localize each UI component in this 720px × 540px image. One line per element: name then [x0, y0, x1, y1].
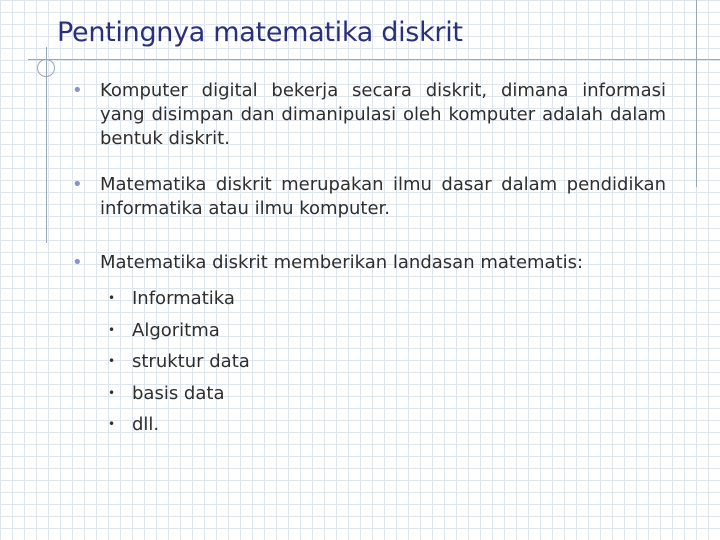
bullet-text: Komputer digital bekerja secara diskrit, dimana informasi yang disimpan dan dimanipulasi oleh komputer adalah dalam bentuk diskrit. — [100, 80, 666, 149]
sub-item-text: dll. — [132, 414, 160, 435]
sub-item-text: basis data — [132, 382, 225, 404]
bullet-item — [72, 251, 666, 275]
sub-bullet-icon: • — [108, 322, 116, 337]
sub-bullet-icon: • — [108, 417, 116, 431]
sub-list-item — [108, 378, 666, 410]
bullet-text: Matematika diskrit merupakan ilmu dasar dalam pendidikan informatika atau ilmu komputer. — [100, 174, 666, 219]
sub-item-text: Informatika — [132, 288, 235, 309]
right-vertical-rule — [696, 0, 697, 187]
bullet-dot-icon: • — [72, 174, 83, 195]
title-underline-rule — [28, 59, 720, 60]
bullet-dot-icon: • — [72, 252, 83, 273]
bullet-item — [72, 173, 666, 221]
sub-bullet-icon: • — [108, 354, 116, 368]
bullet-item — [72, 79, 666, 151]
sub-item-text: Algoritma — [132, 319, 220, 341]
sub-list-item — [108, 283, 666, 315]
sub-item-text: struktur data — [132, 351, 250, 372]
sub-bullet-list — [72, 283, 666, 441]
sub-list-item — [108, 409, 666, 441]
slide-title: Pentingnya matematika diskrit — [57, 17, 463, 48]
bullet-text: Matematika diskrit memberikan landasan matematis: — [100, 252, 584, 273]
sub-bullet-icon: • — [108, 385, 116, 400]
sub-bullet-icon: • — [108, 291, 116, 305]
sub-list-item — [108, 346, 666, 378]
sub-list-item — [108, 315, 666, 347]
corner-circle-decoration — [37, 59, 55, 77]
bullet-dot-icon: • — [72, 80, 83, 101]
slide-body — [72, 79, 666, 441]
